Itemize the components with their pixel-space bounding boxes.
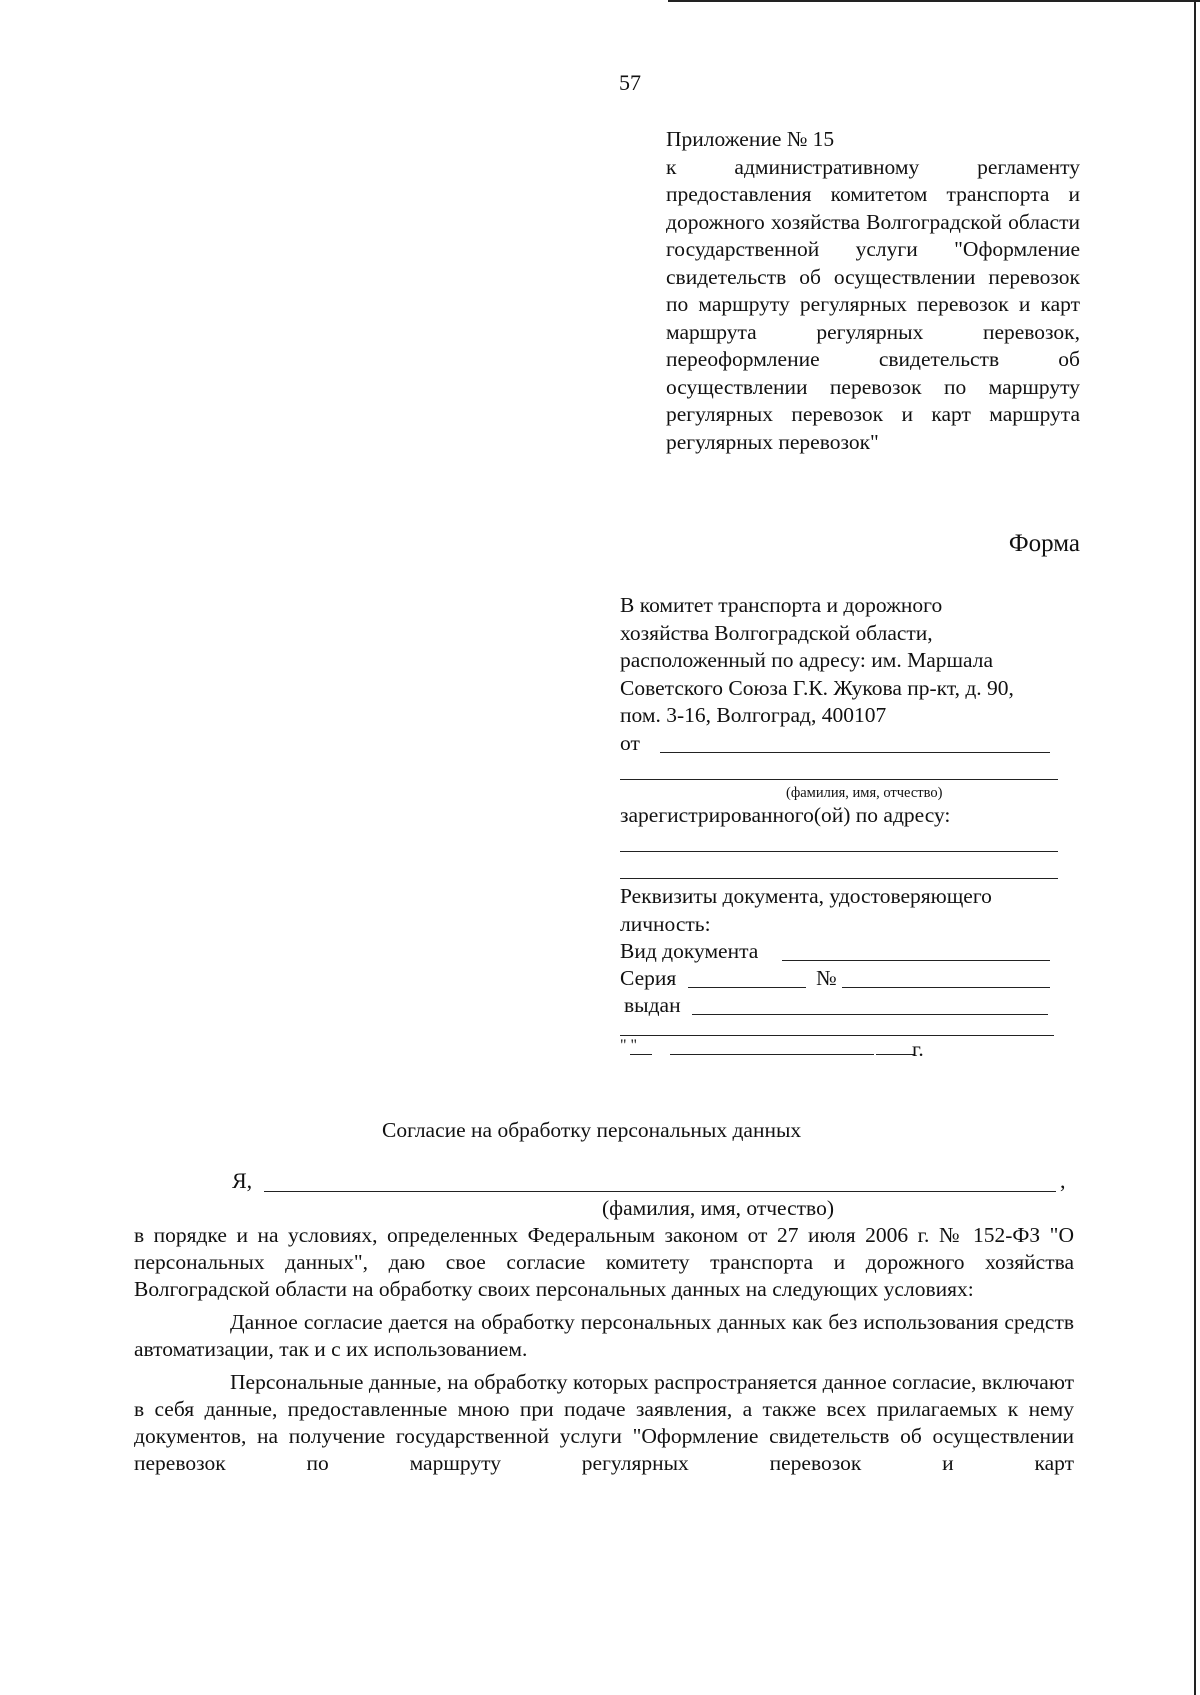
- consent-paragraph: в порядке и на условиях, определенных Федеральным законом от 27 июля 2006 г. № 152-ФЗ "О персональных данных", даю свое согласие комитету транспорта и дорожного хозяйства Волгоградской области на обработку своих персональных данных на следующих условиях:: [134, 1223, 1074, 1301]
- ya-blank-line: [264, 1191, 1056, 1192]
- scan-right-edge: [1194, 0, 1196, 1695]
- fio-caption-small: (фамилия, имя, отчество): [786, 784, 943, 801]
- date-quotes: " ": [620, 1037, 638, 1054]
- month-blank-line: [670, 1054, 874, 1055]
- registered-label: зарегистрированного(ой) по адресу:: [620, 802, 951, 827]
- number-blank-line: [842, 987, 1050, 988]
- annex-body: к административному регламенту предоставления комитетом транспорта и дорожного хозяйства Волгоградской области государственной услуги "Оформление свидетельств об осуществлении перевозок по маршруту регулярных перевозок и карт маршрута регулярных перевозок, переоформление свидетельств об осуществлении перевозок по маршруту регулярных перевозок и карт маршрута регулярных перевозок": [666, 154, 1080, 454]
- year-suffix: г.: [912, 1037, 924, 1061]
- series-blank-line: [688, 987, 806, 988]
- address-blank-line: [620, 878, 1058, 879]
- scan-top-edge: [668, 0, 1200, 2]
- fio-caption: (фамилия, имя, отчество): [602, 1196, 834, 1220]
- ya-field: [232, 1168, 1072, 1198]
- doc-type-blank-line: [782, 960, 1050, 961]
- addressee-line: В комитет транспорта и дорожного: [620, 593, 943, 617]
- address-blank-line: [620, 851, 1058, 852]
- issued-blank-line: [692, 1014, 1048, 1015]
- consent-paragraph: Данное согласие дается на обработку персональных данных как без использования средств автоматизации, так и с их использованием.: [134, 1310, 1074, 1361]
- fio-blank-line: [620, 779, 1058, 780]
- consent-title: Согласие на обработку персональных данных: [382, 1118, 802, 1142]
- addressee-line: расположенный по адресу: им. Маршала: [620, 648, 994, 672]
- issued-label: выдан: [624, 993, 681, 1017]
- address-field: [620, 829, 1080, 856]
- addressee-line: хозяйства Волгоградской области,: [620, 620, 933, 645]
- form-label: Форма: [1008, 530, 1080, 557]
- address-field-continued: [620, 856, 1080, 883]
- year-blank-line: [876, 1054, 914, 1055]
- series-label: Серия: [620, 966, 677, 990]
- consent-paragraph: Персональные данные, на обработку которых распространяется данное согласие, включают в себя данные, предоставленные мною при подаче заявления, а также всех прилагаемых к нему документов, на получение государственной услуги "Оформление свидетельств об осуществлении перевозок по маршруту регулярных перевозок и карт: [134, 1370, 1074, 1475]
- date-field: [620, 1034, 1080, 1061]
- consent-body: [134, 1222, 1074, 1483]
- addressee-line: пом. 3-16, Волгоград, 400107: [620, 703, 887, 727]
- from-label: от: [620, 730, 640, 755]
- series-number-field: [620, 965, 1080, 992]
- addressee-line: Советского Союза Г.К. Жукова пр-кт, д. 90,: [620, 675, 1014, 700]
- annex-block: [666, 126, 1080, 456]
- doc-type-label: Вид документа: [620, 939, 759, 963]
- id-doc-label: Реквизиты документа, удостоверяющего личность:: [620, 884, 992, 936]
- from-field: [620, 730, 1080, 757]
- ya-comma: ,: [1060, 1168, 1066, 1193]
- issued-field: [620, 992, 1080, 1019]
- ya-label: Я,: [232, 1168, 253, 1193]
- from-field-continued: [620, 757, 1080, 784]
- annex-title: Приложение № 15: [666, 127, 835, 151]
- from-blank-line: [660, 752, 1050, 753]
- page-number: 57: [619, 70, 641, 95]
- doc-type-field: [620, 938, 1080, 965]
- addressee-block: [620, 592, 1080, 1061]
- day-blank-line: [630, 1054, 652, 1055]
- number-label: №: [816, 966, 837, 990]
